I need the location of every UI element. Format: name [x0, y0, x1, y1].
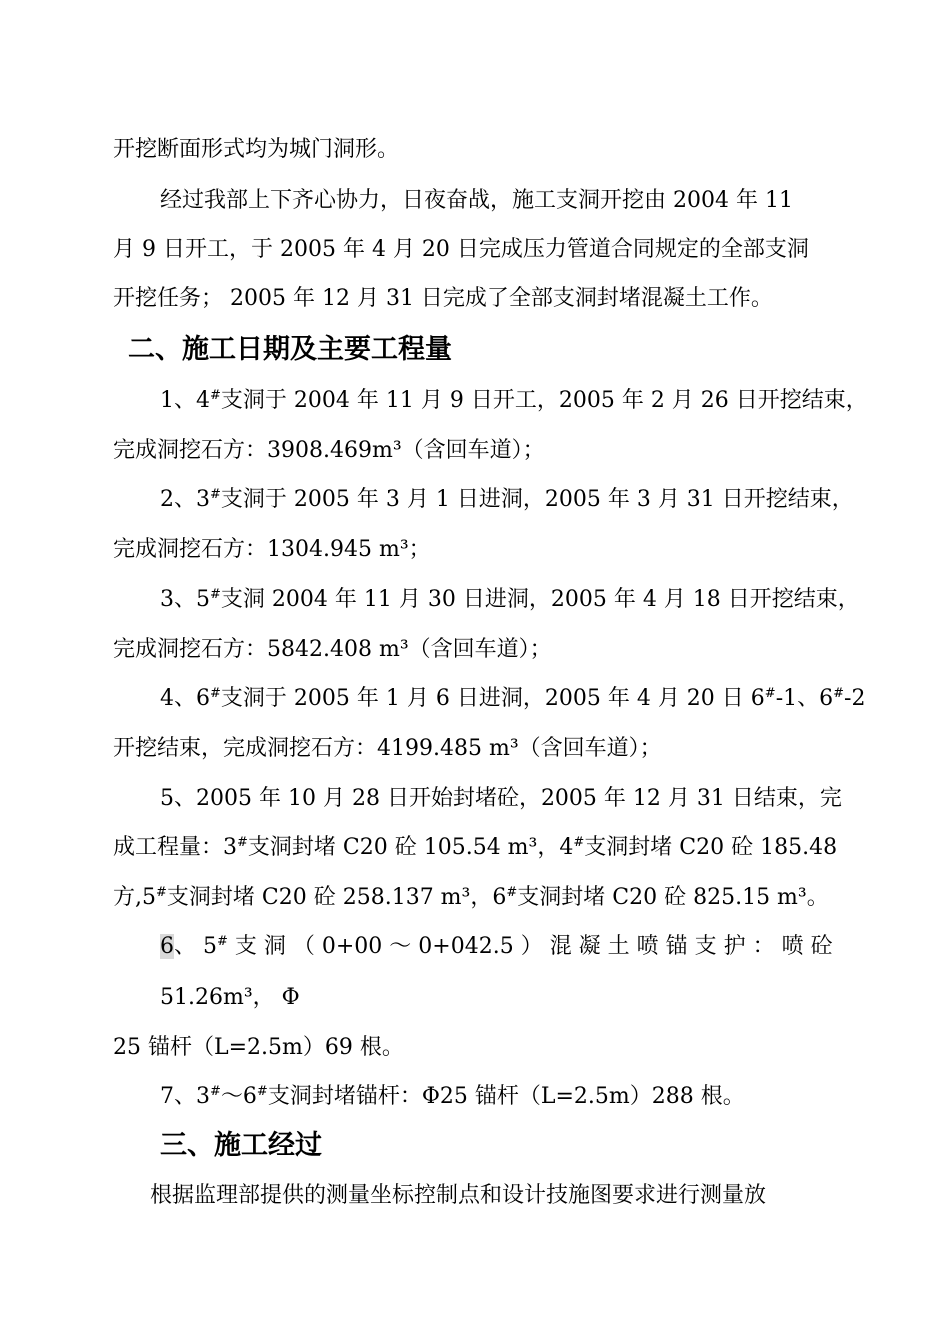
text: 方,5 [113, 885, 156, 910]
superscript: # [210, 686, 221, 701]
text: 支洞封堵 C20 砼 258.137 m³，6 [166, 885, 507, 910]
paragraph-line [0, 186, 950, 216]
list-item-7 [0, 1082, 950, 1112]
list-item-2-cont [0, 535, 950, 565]
text: 支洞封堵锚杆：Φ25 锚杆（L=2.5m）288 根。 [267, 1084, 745, 1109]
superscript: # [506, 885, 518, 900]
list-item-3 [0, 585, 950, 615]
text: 成工程量：3 [113, 835, 237, 860]
list-item-4 [0, 684, 950, 714]
superscript: # [256, 1084, 268, 1099]
text: -1、6 [775, 686, 834, 711]
list-item-1-cont [0, 436, 950, 466]
paragraph-line [0, 235, 950, 265]
superscript: # [210, 487, 221, 502]
text: 7、3 [160, 1084, 210, 1109]
text: 1、4 [160, 388, 210, 413]
text: 完成洞挖石方：3908.469m³（含回车道）； [113, 438, 545, 463]
text: 25 锚杆（L=2.5m）69 根。 [113, 1035, 404, 1060]
text: -2 [844, 686, 866, 711]
superscript: # [573, 835, 585, 850]
list-item-6 [0, 932, 950, 962]
text: 完成洞挖石方：1304.945 m³； [113, 537, 431, 562]
text: 2、3 [160, 487, 210, 512]
text: 开挖结束，完成洞挖石方：4199.485 m³（含回车道）； [113, 736, 662, 761]
text: 支洞于 2005 年 1 月 6 日进洞，2005 年 4 月 20 日 6 [220, 686, 765, 711]
text: 支洞 2004 年 11 月 30 日进洞，2005 年 4 月 18 日开挖结束， [220, 587, 860, 612]
list-item-5-cont [0, 833, 950, 863]
highlighted-number: 6 [160, 934, 174, 959]
text: ～6 [220, 1084, 257, 1109]
paragraph-line [0, 135, 950, 165]
section-heading-3: 三、施工经过 [160, 1130, 322, 1161]
superscript: # [764, 686, 776, 701]
superscript: # [833, 686, 845, 701]
superscript: # [210, 587, 221, 602]
superscript: # [156, 885, 167, 900]
list-item-1 [0, 386, 950, 416]
text: 5、2005 年 10 月 28 日开始封堵砼，2005 年 12 月 31 日结束，完 [160, 786, 842, 811]
text: 支洞于 2004 年 11 月 9 日开工，2005 年 2 月 26 日开挖结束， [220, 388, 868, 413]
text: 完成洞挖石方：5842.408 m³（含回车道）； [113, 637, 552, 662]
text: 支洞封堵 C20 砼 185.48 [584, 835, 838, 860]
text: 、 5 [174, 934, 217, 959]
text: 开挖任务； 2005 年 12 月 31 日完成了全部支洞封堵混凝土工作。 [113, 286, 773, 311]
text: 根据监理部提供的测量坐标控制点和设计技施图要求进行测量放 [150, 1183, 767, 1208]
superscript: # [210, 388, 221, 403]
paragraph-line [0, 1181, 950, 1211]
list-item-6-cont [0, 983, 950, 1013]
text: 支洞封堵 C20 砼 105.54 m³，4 [247, 835, 574, 860]
list-item-2 [0, 485, 950, 515]
text: 支 洞 （ 0+00 ～ 0+042.5 ） 混 凝 土 喷 锚 支 护 ： 喷 砼 [227, 934, 833, 959]
list-item-6-cont [0, 1033, 950, 1063]
superscript: # [210, 1084, 221, 1099]
section-heading-2: 二、施工日期及主要工程量 [128, 334, 452, 365]
list-item-4-cont [0, 734, 950, 764]
superscript: # [217, 934, 228, 949]
superscript: # [237, 835, 248, 850]
text: 经过我部上下齐心协力，日夜奋战，施工支洞开挖由 2004 年 11 [160, 188, 793, 213]
text: 4、6 [160, 686, 210, 711]
text: 开挖断面形式均为城门洞形。 [113, 137, 400, 162]
list-item-5 [0, 784, 950, 814]
list-item-5-cont [0, 883, 950, 913]
text: 3、5 [160, 587, 210, 612]
text: 月 9 日开工，于 2005 年 4 月 20 日完成压力管道合同规定的全部支洞 [113, 237, 809, 262]
text: 51.26m³， Φ [160, 985, 300, 1010]
list-item-3-cont [0, 635, 950, 665]
text: 支洞于 2005 年 3 月 1 日进洞，2005 年 3 月 31 日开挖结束， [220, 487, 854, 512]
paragraph-line [0, 284, 950, 314]
text: 支洞封堵 C20 砼 825.15 m³。 [517, 885, 829, 910]
